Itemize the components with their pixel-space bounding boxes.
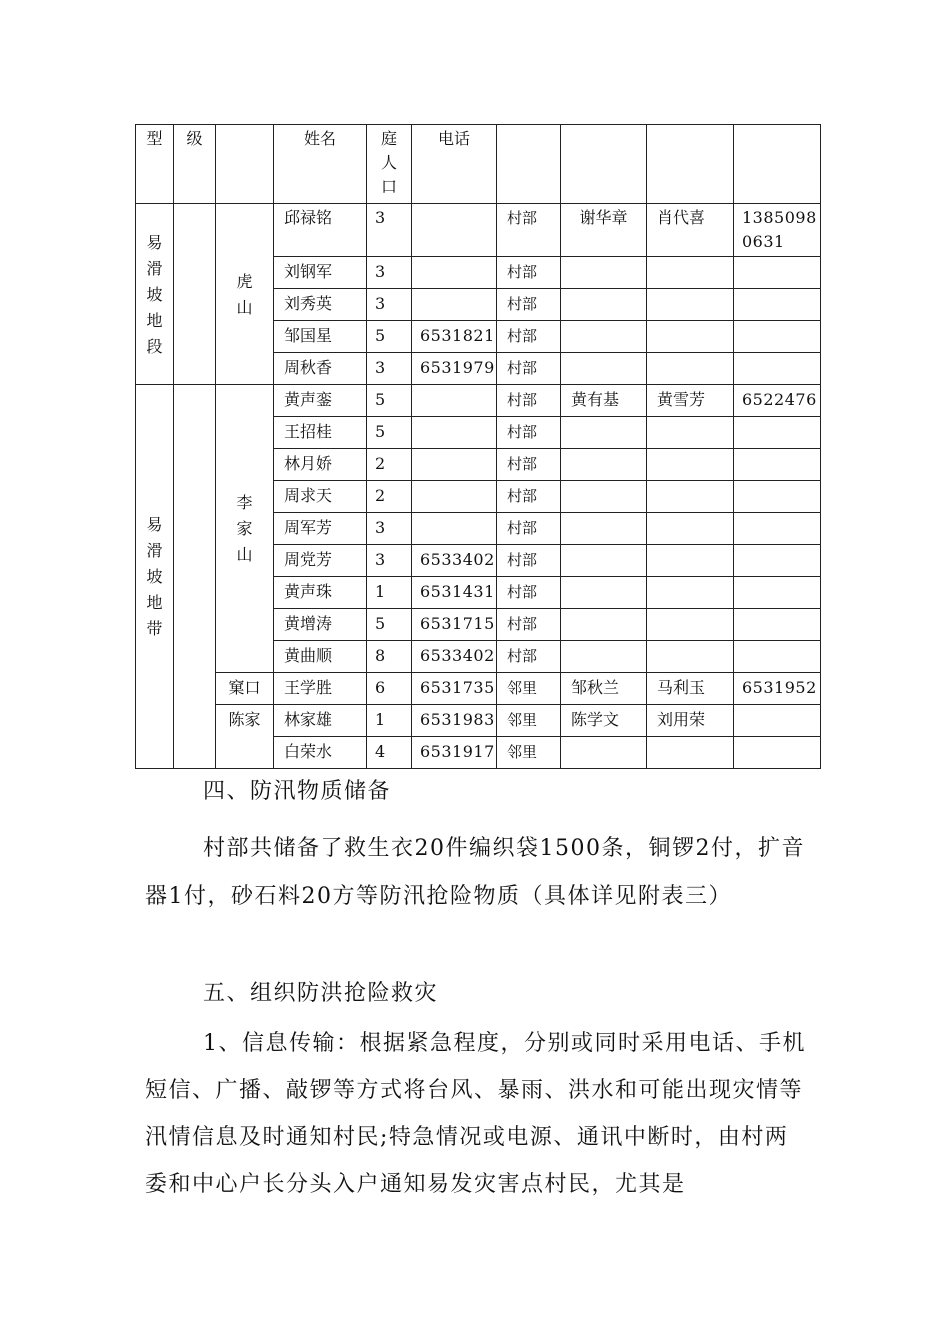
- resident-phone: 6531821: [412, 321, 497, 353]
- responsible-leader: 黄有基: [561, 385, 647, 417]
- resident-phone: 6531979: [412, 353, 497, 385]
- resident-name: 刘钢军: [274, 257, 367, 289]
- shelter-place: 村部: [497, 609, 561, 641]
- table-row: [136, 385, 821, 417]
- resident-name: 王学胜: [274, 673, 367, 705]
- shelter-place: 邻里: [497, 673, 561, 705]
- shelter-place: 邻里: [497, 705, 561, 737]
- header-phone: 电话: [412, 125, 497, 204]
- resident-phone: 6531735: [412, 673, 497, 705]
- resident-phone: [412, 257, 497, 289]
- contact-phone: 6531952: [734, 673, 821, 705]
- household-count: 4: [367, 737, 412, 769]
- household-count: 3: [367, 353, 412, 385]
- resident-phone: 6531431: [412, 577, 497, 609]
- contact-phone: 13850980631: [734, 204, 821, 257]
- sub-area-3: 窠口: [216, 673, 274, 705]
- household-count: 1: [367, 577, 412, 609]
- sub-area-1: 虎 山: [216, 204, 274, 385]
- resident-phone: 6531983: [412, 705, 497, 737]
- level-cell-2: [174, 385, 216, 769]
- group-label-2: 易 滑 坡 地 带: [136, 385, 174, 769]
- resident-phone: [412, 204, 497, 257]
- table-row: [136, 673, 821, 705]
- header-type: 型: [136, 125, 174, 204]
- shelter-place: 村部: [497, 545, 561, 577]
- shelter-place: 村部: [497, 257, 561, 289]
- shelter-place: 村部: [497, 289, 561, 321]
- household-count: 5: [367, 321, 412, 353]
- household-count: 5: [367, 385, 412, 417]
- shelter-place: 村部: [497, 641, 561, 673]
- shelter-place: 村部: [497, 321, 561, 353]
- resident-phone: 6531917: [412, 737, 497, 769]
- household-count: 3: [367, 257, 412, 289]
- responsible-leader: 邹秋兰: [561, 673, 647, 705]
- household-table: [135, 124, 821, 769]
- household-count: 2: [367, 481, 412, 513]
- responsible-leader: 谢华章: [561, 204, 647, 257]
- header-household: 庭 人 口: [367, 125, 412, 204]
- shelter-place: 村部: [497, 353, 561, 385]
- resident-phone: [412, 417, 497, 449]
- resident-name: 黄声銮: [274, 385, 367, 417]
- contact-person: 刘用荣: [647, 705, 734, 737]
- resident-phone: 6533402: [412, 545, 497, 577]
- resident-name: 周秋香: [274, 353, 367, 385]
- resident-name: 林家雄: [274, 705, 367, 737]
- level-cell-1: [174, 204, 216, 385]
- household-count: 5: [367, 417, 412, 449]
- header-empty: [216, 125, 274, 204]
- resident-phone: [412, 385, 497, 417]
- household-count: 1: [367, 705, 412, 737]
- shelter-place: 村部: [497, 481, 561, 513]
- household-count: 3: [367, 289, 412, 321]
- contact-person: 肖代喜: [647, 204, 734, 257]
- sub-area-2: 李 家 山: [216, 385, 274, 673]
- resident-name: 黄增涛: [274, 609, 367, 641]
- section-5-body: 1、信息传输：根据紧急程度，分别或同时采用电话、手机短信、广播、敲锣等方式将台风、暴雨、洪水和可能出现灾情等汛情信息及时通知村民;特急情况或电源、通讯中断时，由村两委和中心户长分头入户通知易发灾害点村民，尤其是: [145, 1031, 806, 1197]
- section-5-heading: 五、组织防洪抢险救灾: [203, 981, 439, 1006]
- sub-area-4: 陈家: [216, 705, 274, 769]
- resident-name: 邱禄铭: [274, 204, 367, 257]
- resident-name: 黄曲顺: [274, 641, 367, 673]
- resident-name: 周党芳: [274, 545, 367, 577]
- header-name: 姓名: [274, 125, 367, 204]
- resident-name: 黄声珠: [274, 577, 367, 609]
- household-count: 3: [367, 513, 412, 545]
- table-header-row: [136, 125, 821, 204]
- household-count: 5: [367, 609, 412, 641]
- shelter-place: 村部: [497, 577, 561, 609]
- resident-phone: [412, 449, 497, 481]
- household-count: 8: [367, 641, 412, 673]
- contact-person: 马利玉: [647, 673, 734, 705]
- resident-phone: [412, 513, 497, 545]
- resident-name: 邹国星: [274, 321, 367, 353]
- shelter-place: 村部: [497, 385, 561, 417]
- section-4-heading: 四、防汛物质储备: [203, 779, 392, 804]
- household-count: 6: [367, 673, 412, 705]
- shelter-place: 邻里: [497, 737, 561, 769]
- resident-name: 周求天: [274, 481, 367, 513]
- contact-phone: 6522476: [734, 385, 821, 417]
- contact-person: 黄雪芳: [647, 385, 734, 417]
- household-count: 3: [367, 204, 412, 257]
- resident-name: 白荣水: [274, 737, 367, 769]
- resident-phone: 6533402: [412, 641, 497, 673]
- household-count: 2: [367, 449, 412, 481]
- household-count: 3: [367, 545, 412, 577]
- header-level: 级: [174, 125, 216, 204]
- resident-name: 刘秀英: [274, 289, 367, 321]
- shelter-place: 村部: [497, 204, 561, 257]
- resident-phone: 6531715: [412, 609, 497, 641]
- resident-name: 周军芳: [274, 513, 367, 545]
- resident-phone: [412, 481, 497, 513]
- shelter-place: 村部: [497, 417, 561, 449]
- section-4-body: 村部共储备了救生衣20件编织袋1500条，铜锣2付，扩音器1付，砂石料20方等防汛抢险物质（具体详见附表三）: [145, 836, 805, 909]
- shelter-place: 村部: [497, 513, 561, 545]
- group-label-1: 易 滑 坡 地 段: [136, 204, 174, 385]
- responsible-leader: 陈学文: [561, 705, 647, 737]
- shelter-place: 村部: [497, 449, 561, 481]
- table-row: [136, 705, 821, 737]
- resident-name: 王招桂: [274, 417, 367, 449]
- resident-name: 林月娇: [274, 449, 367, 481]
- table-row: [136, 204, 821, 257]
- resident-phone: [412, 289, 497, 321]
